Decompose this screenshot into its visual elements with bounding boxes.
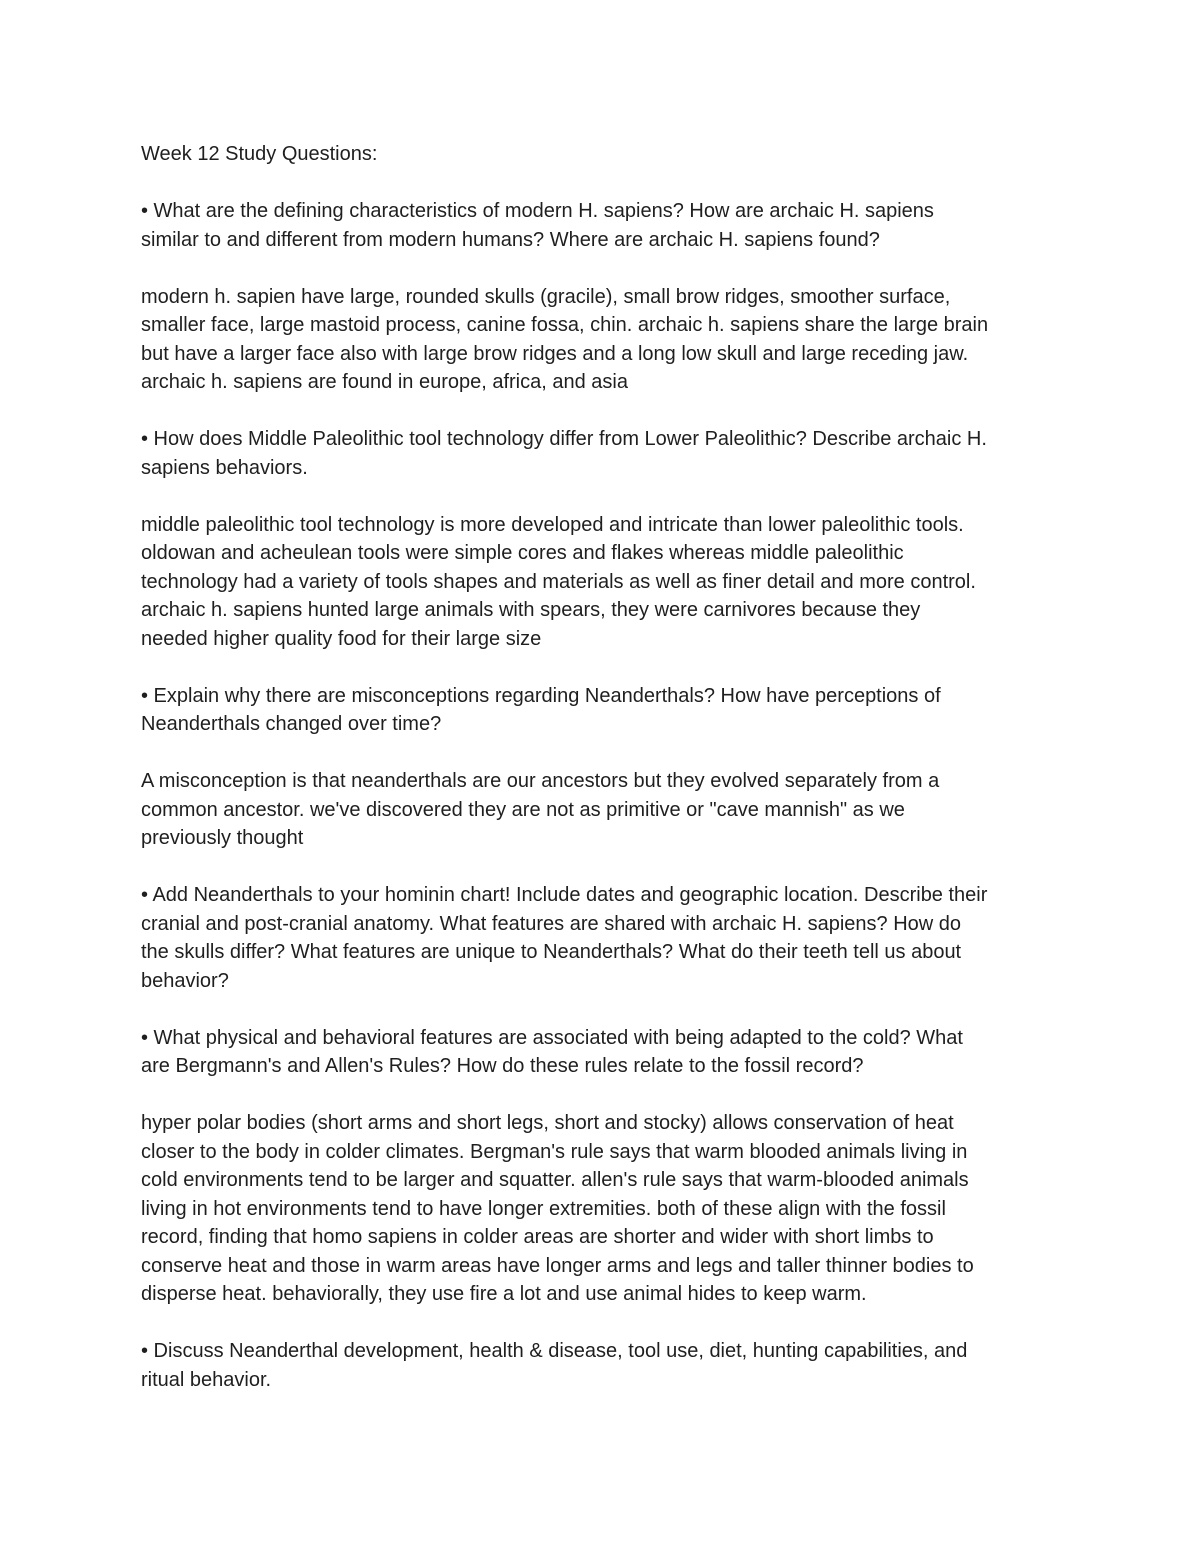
text-line: cold environments tend to be larger and squatter. allen's rule says that warm-blooded animals bbox=[141, 1169, 969, 1191]
text-line: living in hot environments tend to have longer extremities. both of these align with the fossil bbox=[141, 1197, 946, 1220]
text-line: • How does Middle Paleolithic tool technology differ from Lower Paleolithic? Describe archaic H. bbox=[141, 428, 987, 450]
text-line: oldowan and acheulean tools were simple cores and flakes whereas middle paleolithic bbox=[141, 542, 904, 564]
document-body bbox=[141, 140, 1071, 1423]
answer-paragraph bbox=[141, 511, 1071, 654]
text-line: • What physical and behavioral features are associated with being adapted to the cold? What bbox=[141, 1026, 963, 1049]
question-paragraph bbox=[141, 1337, 1071, 1394]
text-line: but have a larger face also with large brow ridges and a long low skull and large receding jaw. bbox=[141, 342, 969, 365]
text-line: • What are the defining characteristics of modern H. sapiens? How are archaic H. sapiens bbox=[141, 200, 934, 222]
text-line: • Add Neanderthals to your hominin chart! Include dates and geographic location. Describe their bbox=[141, 884, 988, 906]
text-line: hyper polar bodies (short arms and short legs, short and stocky) allows conservation of heat bbox=[141, 1112, 954, 1134]
text-line: record, finding that homo sapiens in colder areas are shorter and wider with short limbs to bbox=[141, 1226, 934, 1248]
document-title bbox=[141, 140, 1071, 169]
text-line: ritual behavior. bbox=[141, 1368, 272, 1391]
text-line: A misconception is that neanderthals are our ancestors but they evolved separately from a bbox=[141, 770, 940, 792]
text-line: sapiens behaviors. bbox=[141, 456, 308, 479]
document-blocks bbox=[141, 197, 1071, 1394]
text-line: middle paleolithic tool technology is more developed and intricate than lower paleolithic tools. bbox=[141, 513, 964, 536]
text-line: common ancestor. we've discovered they are not as primitive or "cave mannish" as we bbox=[141, 798, 905, 821]
text-line: cranial and post-cranial anatomy. What features are shared with archaic H. sapiens? How do bbox=[141, 912, 962, 935]
question-paragraph bbox=[141, 1024, 1071, 1081]
text-line: smaller face, large mastoid process, canine fossa, chin. archaic h. sapiens share the large brain bbox=[141, 314, 989, 336]
text-line: archaic h. sapiens hunted large animals with spears, they were carnivores because they bbox=[141, 599, 921, 621]
answer-paragraph bbox=[141, 1109, 1071, 1309]
question-paragraph bbox=[141, 682, 1071, 739]
question-paragraph bbox=[141, 197, 1071, 254]
text-line: closer to the body in colder climates. Bergman's rule says that warm blooded animals living in bbox=[141, 1140, 968, 1163]
text-line: are Bergmann's and Allen's Rules? How do these rules relate to the fossil record? bbox=[141, 1055, 864, 1077]
text-line: technology had a variety of tools shapes and materials as well as finer detail and more control. bbox=[141, 570, 976, 593]
text-line: similar to and different from modern humans? Where are archaic H. sapiens found? bbox=[141, 228, 880, 251]
answer-paragraph bbox=[141, 283, 1071, 397]
text-line: archaic h. sapiens are found in europe, africa, and asia bbox=[141, 371, 628, 393]
text-line: modern h. sapien have large, rounded skulls (gracile), small brow ridges, smoother surface, bbox=[141, 285, 951, 308]
answer-paragraph bbox=[141, 767, 1071, 853]
question-paragraph bbox=[141, 881, 1071, 995]
text-line: previously thought bbox=[141, 827, 304, 849]
text-line: • Explain why there are misconceptions regarding Neanderthals? How have perceptions of bbox=[141, 684, 941, 707]
text-line: • Discuss Neanderthal development, health & disease, tool use, diet, hunting capabilities, and bbox=[141, 1340, 968, 1362]
text-line: Neanderthals changed over time? bbox=[141, 713, 442, 735]
text-line: needed higher quality food for their large size bbox=[141, 627, 542, 650]
title-text: Week 12 Study Questions: bbox=[141, 143, 378, 165]
text-line: the skulls differ? What features are unique to Neanderthals? What do their teeth tell us about bbox=[141, 941, 962, 963]
text-line: behavior? bbox=[141, 969, 229, 992]
text-line: disperse heat. behaviorally, they use fire a lot and use animal hides to keep warm. bbox=[141, 1283, 867, 1305]
text-line: conserve heat and those in warm areas have longer arms and legs and taller thinner bodies to bbox=[141, 1254, 974, 1277]
question-paragraph bbox=[141, 425, 1071, 482]
